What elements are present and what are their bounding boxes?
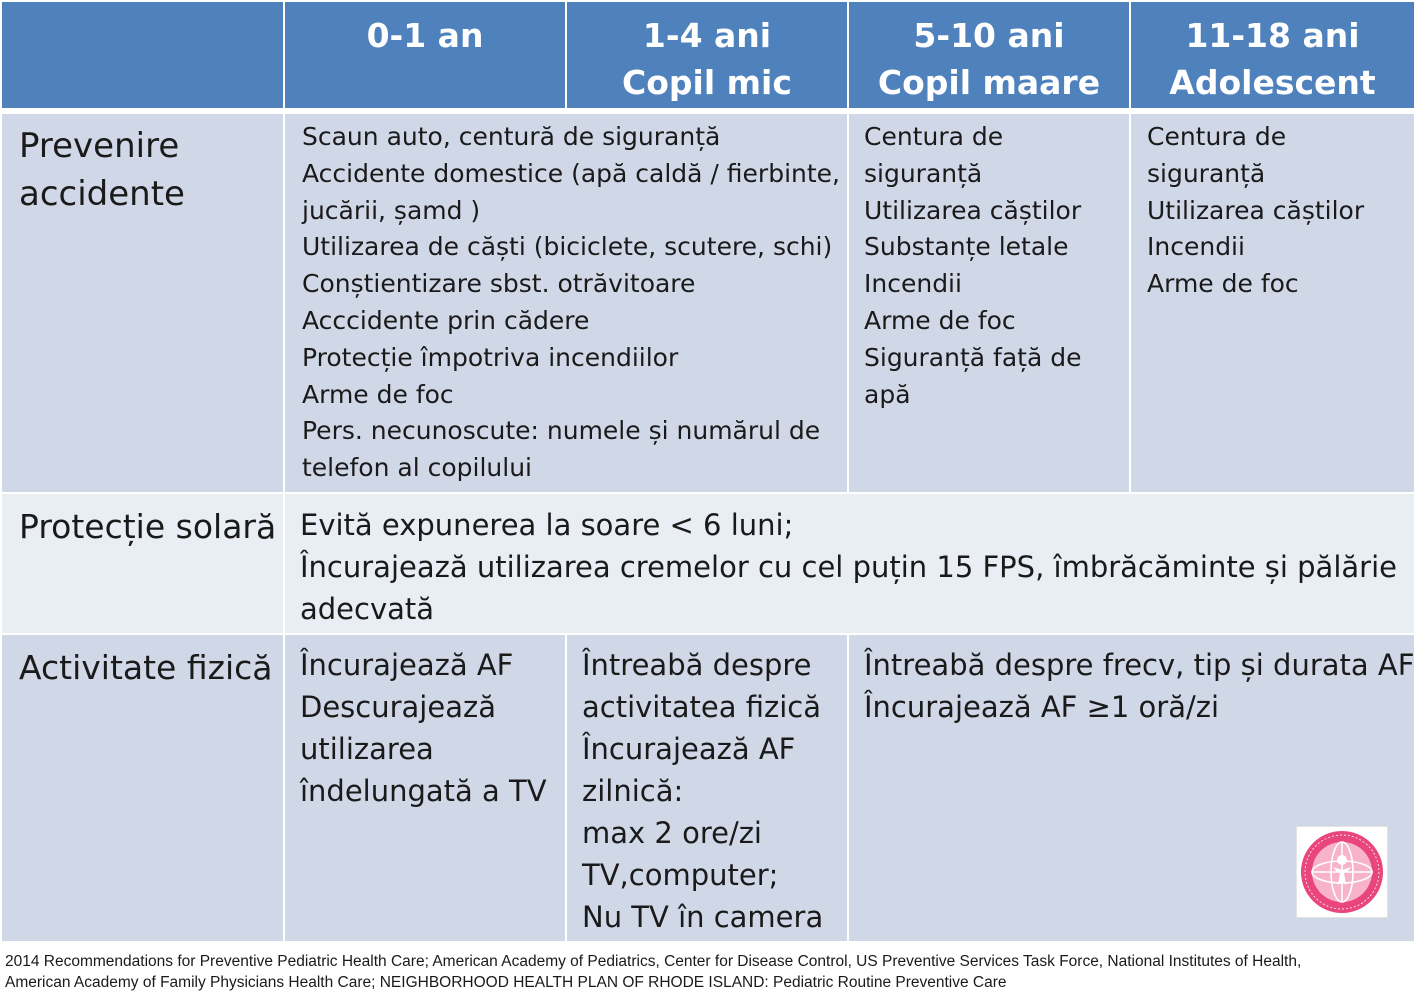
text-line: Încurajează AF <box>300 648 514 682</box>
header-age-0-1 <box>285 2 565 108</box>
text-line: Adolescent <box>1169 63 1376 102</box>
text-line: apă <box>864 379 911 409</box>
text-line: Copil maare <box>877 63 1101 102</box>
text-line: Arme de foc <box>864 305 1016 335</box>
text-line: Conștientizare sbst. otrăvitoare <box>302 269 696 299</box>
text-line: Activitate fizică <box>19 648 273 687</box>
header-age-1-4 <box>567 2 847 108</box>
text-line: activitatea fizică <box>582 690 821 724</box>
row-label-physical-activity <box>2 635 283 941</box>
text-line: Întreabă despre <box>582 648 812 682</box>
text-line: utilizarea <box>300 732 434 766</box>
text-line: Evită expunerea la soare < 6 luni; <box>300 508 794 542</box>
text-line: Utilizarea căștilor <box>864 195 1082 225</box>
text-line: Substanțe letale <box>864 232 1069 262</box>
text-line: Utilizarea de căști (biciclete, scutere, schi) <box>302 232 833 262</box>
text-line: Incendii <box>1147 232 1245 262</box>
text-line: Incendii <box>864 269 962 299</box>
text-line: max 2 ore/zi <box>582 816 762 850</box>
child-health-logo-icon <box>1296 826 1388 918</box>
activity-age-1-4-cell <box>567 635 847 941</box>
text-line: accidente <box>19 174 185 214</box>
text-line: jucării, șamd ) <box>302 195 481 225</box>
text-line: 11-18 ani <box>1185 16 1360 55</box>
text-line: TV,computer; <box>582 858 779 892</box>
row-label-sun-protection <box>2 494 283 633</box>
text-line: Arme de foc <box>302 379 454 409</box>
text-line: Descurajează <box>300 690 496 724</box>
text-line: Siguranță față de <box>864 342 1082 372</box>
text-line: Încurajează AF <box>582 732 796 766</box>
text-line: 1-4 ani <box>642 16 772 55</box>
text-line: Accidente domestice (apă caldă / fierbinte, <box>302 158 840 188</box>
text-line: îndelungată a TV <box>300 774 547 808</box>
text-line: Pers. necunoscute: numele și numărul de <box>302 416 821 446</box>
text-line: zilnică: <box>582 774 684 808</box>
text-line: 5-10 ani <box>913 16 1065 55</box>
row-label-prevention <box>2 114 283 492</box>
header-age-11-18 <box>1131 2 1414 108</box>
text-line: siguranță <box>1147 158 1266 188</box>
text-line: Încurajează AF ≥1 oră/zi <box>864 690 1220 724</box>
text-line: siguranță <box>864 158 983 188</box>
text-line: telefon al copilului <box>302 453 532 483</box>
text-line: Protecție împotriva incendiilor <box>302 342 679 372</box>
references-footer <box>5 951 1411 993</box>
text-line: Nu TV în camera <box>582 900 824 934</box>
text-line: Întreabă despre frecv, tip și durata AF <box>864 648 1414 682</box>
footer-line: 2014 Recommendations for Preventive Pediatric Health Care; American Academy of Pediatrics, Center for Disease Control, US Preventive Services Task Force, National Institutes of Health, <box>5 953 1302 970</box>
footer-line: American Academy of Family Physicians Health Care; NEIGHBORHOOD HEALTH PLAN OF RHODE ISLAND: Pediatric Routine Preventive Care <box>5 974 1007 991</box>
sun-protection-cell <box>285 494 1414 633</box>
text-line: Încurajează utilizarea cremelor cu cel puțin 15 FPS, îmbrăcăminte și pălărie <box>300 550 1397 584</box>
text-line: Acccidente prin cădere <box>302 305 590 335</box>
text-line: Arme de foc <box>1147 269 1299 299</box>
text-line: Scaun auto, centură de siguranță <box>302 122 721 151</box>
text-line: Prevenire <box>19 126 180 166</box>
activity-age-0-1-cell <box>285 635 565 941</box>
text-line: 0-1 an <box>366 16 484 55</box>
text-line: Utilizarea căștilor <box>1147 195 1365 225</box>
text-line: adecvată <box>300 592 435 626</box>
text-line: Copil mic <box>622 63 792 102</box>
header-age-5-10 <box>849 2 1129 108</box>
prevention-ages-0-4-cell <box>285 114 847 492</box>
header-corner-cell <box>2 2 283 108</box>
prevention-ages-11-18-cell <box>1131 114 1414 492</box>
text-line: Centura de <box>1147 122 1287 151</box>
text-line: Protecție solară <box>19 507 277 546</box>
prevention-ages-5-10-cell <box>849 114 1129 492</box>
text-line: Centura de <box>864 122 1004 151</box>
